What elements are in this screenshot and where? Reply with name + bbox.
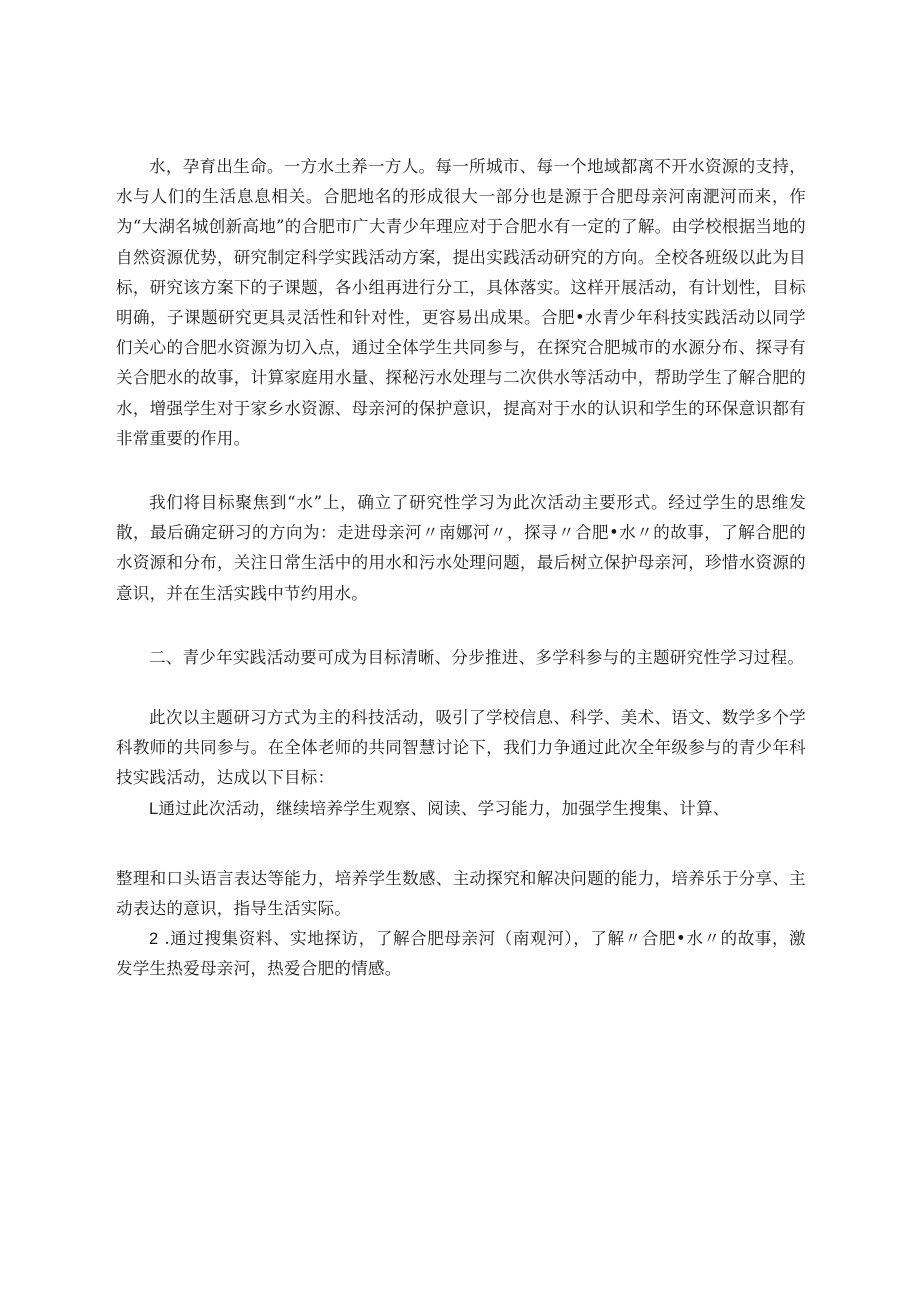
paragraph-water-intro: 水，孕育出生命。一方水土养一方人。每一所城市、每一个地域都离不开水资源的支持，水与人们的生活息息相关。合肥地名的形成很大一部分也是源于合肥母亲河南淝河而来，作为“大湖名城创新高地”的合肥市广大青少年理应对于合肥水有一定的了解。由学校根据当地的自然资源优势，研究制定科学实践活动方案，提出实践活动研究的方向。全校各班级以此为目标，研究该方案下的子课题，各小组再进行分工，具体落实。这样开展活动，有计划性，目标明确，子课题研究更具灵活性和针对性，更容易出成果。合肥•水青少年科技实践活动以同学们关心的合肥水资源为切入点，通过全体学生共同参与，在探究合肥城市的水源分布、探寻有关合肥水的故事，计算家庭用水量、探秘污水处理与二次供水等活动中，帮助学生了解合肥的水，增强学生对于家乡水资源、母亲河的保护意识，提高对于水的认识和学生的环保意识都有非常重要的作用。 <box>116 157 806 448</box>
goal-item-1-marker: L <box>149 799 159 818</box>
goal-item-1-text: 通过此次活动，继续培养学生观察、阅读、学习能力，加强学生搜集、计算、 <box>158 798 730 818</box>
paragraph-multidiscipline: 此次以主题研习方式为主的科技活动，吸引了学校信息、科学、美术、语文、数学多个学科教师的共同参与。在全体老师的共同智慧讨论下，我们力争通过此次全年级参与的青少年科技实践活动，达成以下目标： <box>116 708 806 788</box>
goal-item-1-continuation: 整理和口头语言表达等能力，培养学生数感、主动探究和解决问题的能力，培养乐于分享、主动表达的意识，指导生活实际。 <box>116 868 806 919</box>
goal-item-1-head <box>116 794 806 824</box>
document-body <box>116 152 806 985</box>
goal-item-2-text: .通过搜集资料、实地探访，了解合肥母亲河（南观河），了解〃合肥•水〃的故事，激发学生热爱母亲河，热爱合肥的情感。 <box>116 929 806 979</box>
goal-item-2 <box>116 924 806 984</box>
paragraph-research-focus: 我们将目标聚焦到“水”上，确立了研究性学习为此次活动主要形式。经过学生的思维发散，最后确定研习的方向为：走进母亲河〃南娜河〃，探寻〃合肥•水〃的故事，了解合肥的水资源和分布，关注日常生活中的用水和污水处理问题，最后树立保护母亲河，珍惜水资源的意识，并在生活实践中节约用水。 <box>116 493 806 603</box>
section-heading-two: 二、青少年实践活动要可成为目标清晰、分步推进、多学科参与的主题研究性学习过程。 <box>149 647 805 667</box>
goal-item-2-marker: 2 <box>149 930 159 949</box>
